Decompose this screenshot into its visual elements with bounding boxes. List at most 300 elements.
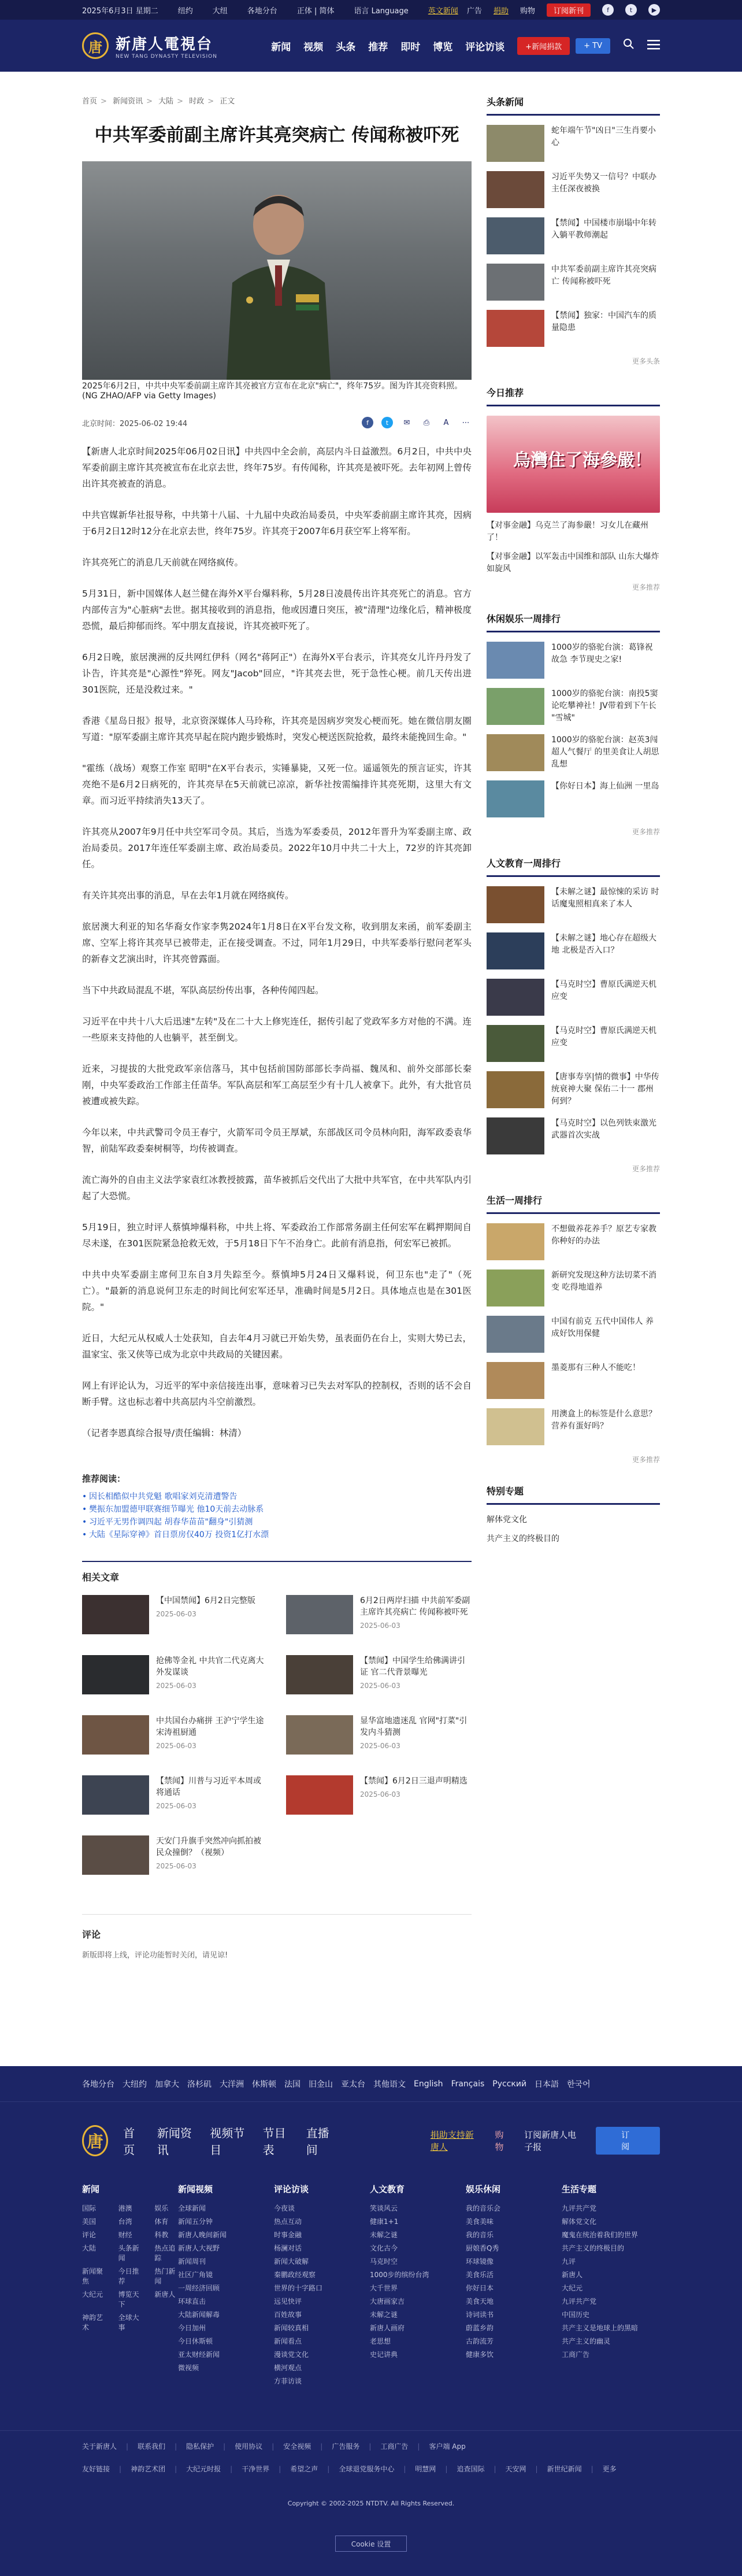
culture-ranking-box [487, 856, 660, 1174]
footer-link[interactable]: 微视频 [178, 2364, 199, 2372]
footer-link[interactable]: 亚太财经新闻 [178, 2351, 220, 2359]
footer-city-link[interactable]: 法国 [284, 2079, 300, 2089]
cookie-settings-button[interactable]: Cookie 设置 [335, 2536, 407, 2552]
footer-city-link[interactable]: 各地分台 [82, 2079, 114, 2089]
footer-link[interactable]: 史记讲典 [370, 2351, 398, 2359]
related-item[interactable] [286, 1595, 472, 1641]
related-title: 抢佛等金礼 中共官二代克离大外发谋谈 [156, 1656, 264, 1677]
footer-column-links [178, 2203, 274, 2373]
article-paragraph: 许其亮从2007年9月任中共空军司令员。其后，当选为军委委员，2012年晋升为军委副主席、政治局委员。2017年连任军委副主席、政治局委员。2022年10月中共二十大上，72岁的许其亮卸任。 [82, 827, 472, 869]
facebook-icon[interactable]: f [602, 4, 614, 16]
tv-button[interactable]: + TV [576, 38, 610, 54]
footer-link[interactable]: 今夜谈 [274, 2204, 295, 2212]
today-item[interactable]: 【对事金融】以军轰击中国维和部队 山东大爆炸如旋风 [487, 552, 659, 573]
article-meta [82, 417, 472, 428]
footer-link[interactable]: 九评 [562, 2257, 576, 2266]
footer-bottom-link[interactable]: 天安网 [505, 2465, 526, 2473]
footer-bottom-link[interactable]: 更多 [602, 2465, 617, 2473]
life-thumbnail [487, 1270, 544, 1306]
footer-nav-home[interactable]: 首页 [123, 2126, 135, 2157]
footer-link[interactable]: 百姓故事 [274, 2311, 302, 2319]
newsletter-label: 订阅新唐人电子报 [524, 2130, 577, 2152]
life-title: 不想做养花养手？原艺专家教你种好的办法 [551, 1224, 656, 1246]
footer-bottom-link[interactable]: 客户端 App [429, 2442, 466, 2451]
footer-link[interactable]: 大陆新闻解毒 [178, 2311, 220, 2319]
footer-bottom-link[interactable]: 使用协议 [235, 2442, 263, 2451]
footer-city-link[interactable]: 其他语文 [373, 2079, 406, 2089]
footer-link[interactable]: 评论 [82, 2231, 97, 2239]
footer-shop-link[interactable]: 购物 [495, 2130, 504, 2152]
nav-item-headlines[interactable]: 头条 [336, 41, 356, 53]
footer-bottom-link[interactable]: 神韵艺术团 [131, 2465, 166, 2473]
life-item[interactable] [487, 1316, 660, 1353]
footer-city-link[interactable]: 亚太台 [341, 2079, 365, 2089]
site-logo[interactable] [82, 32, 217, 60]
related-thumbnail [82, 1715, 149, 1755]
sidebar-heading: 人文教育一周排行 [487, 856, 660, 877]
sidebar-heading: 今日推荐 [487, 386, 660, 406]
link-separator: | [369, 2442, 372, 2451]
footer-link[interactable]: 新唐人 [562, 2271, 583, 2279]
entertainment-title: 【你好日本】海上仙洲 一里岛 [551, 782, 659, 791]
footer-link[interactable]: 横河观点 [274, 2364, 302, 2372]
life-item[interactable] [487, 1408, 660, 1445]
article-paragraph: 网上有评论认为，习近平的军中亲信接连出事，意味着习已失去对军队的控制权，否则的话不会自断手臂。这也标志着中共高层内斗空前激烈。 [82, 1380, 472, 1407]
footer-column [82, 2183, 178, 2386]
footer-link[interactable]: 秦鹏政经观察 [274, 2271, 316, 2279]
footer-link[interactable]: 未解之谜 [370, 2231, 398, 2239]
related-item[interactable] [286, 1655, 472, 1701]
related-date: 2025-06-03 [156, 1682, 196, 1690]
youtube-icon[interactable]: ▶ [648, 4, 660, 16]
culture-title: 【马克时空】曹原氏满逆天机应变 [551, 1026, 656, 1048]
life-item[interactable] [487, 1362, 660, 1399]
footer-link[interactable]: 大唐画家吉 [370, 2297, 405, 2305]
article-column [82, 95, 472, 1960]
footer-city-link[interactable]: Français [451, 2079, 485, 2089]
related-date: 2025-06-03 [360, 1742, 400, 1750]
footer-link[interactable]: 今日加州 [178, 2324, 206, 2332]
footer-link[interactable]: 港澳 [118, 2204, 132, 2212]
culture-item[interactable] [487, 979, 660, 1016]
footer-link[interactable]: 蔚蓝乡韵 [466, 2324, 494, 2332]
culture-thumbnail [487, 1025, 544, 1062]
email-icon[interactable]: ✉ [403, 418, 410, 427]
related-title: 显华富地遗迷乱 官网"打菜"引发内斗猜测 [360, 1716, 468, 1737]
subscribe-link[interactable]: 订阅新刊 [547, 3, 591, 17]
footer-column-heading: 新闻 [82, 2184, 100, 2194]
footer-bottom-link[interactable]: 安全视频 [283, 2442, 311, 2451]
footer-link[interactable]: 体育 [154, 2218, 169, 2226]
footer-link[interactable]: 环球直击 [178, 2297, 206, 2305]
entertainment-title: 1000岁的骆驼台演：葛锋祝故急 李节现史之家! [551, 643, 653, 664]
entertainment-thumbnail [487, 734, 544, 771]
article-body [82, 443, 472, 1441]
footer-link[interactable]: 健康1+1 [370, 2218, 399, 2226]
footer-link[interactable]: 我的音乐 [466, 2231, 494, 2239]
footer-link[interactable]: 新唐人 [154, 2290, 176, 2299]
headline-thumbnail [487, 264, 544, 301]
life-item[interactable] [487, 1223, 660, 1260]
life-thumbnail [487, 1223, 544, 1260]
footer-link[interactable]: 美国 [82, 2218, 97, 2226]
entertainment-thumbnail [487, 780, 544, 817]
culture-item[interactable] [487, 1025, 660, 1062]
footer-link[interactable]: 共产主义的幽灵 [562, 2337, 611, 2345]
article-paragraph: 当下中共政局混乱不堪，军队高层纷传出事，各种传闻四起。 [82, 985, 324, 995]
footer-link[interactable]: 我的音乐会 [466, 2204, 501, 2212]
footer-link[interactable]: 杨澜对话 [274, 2244, 302, 2252]
search-icon[interactable] [623, 38, 635, 53]
nav-item-news[interactable]: 新闻 [271, 41, 291, 53]
nav-item-video[interactable]: 视频 [303, 41, 324, 53]
recommended-link[interactable]: • 大陆《星际穿神》首日票房仅40万 投资1亿打水漂 [82, 1528, 472, 1541]
promo-banner[interactable] [487, 416, 660, 513]
today-item[interactable]: 【对事金融】乌克兰了海参嚴！习女儿在藏州了！ [487, 521, 648, 542]
logo-english-name: NEW TANG DYNASTY TELEVISION [116, 53, 217, 60]
menu-icon[interactable] [647, 39, 660, 53]
news-donate-button[interactable]: +新闻捐款 [517, 37, 570, 55]
related-item[interactable] [82, 1595, 268, 1641]
footer-link[interactable]: 神韵艺术 [82, 2314, 103, 2331]
footer-link[interactable]: 文化古今 [370, 2244, 398, 2252]
related-thumbnail [82, 1655, 149, 1694]
font-size-icon[interactable]: A [443, 418, 449, 427]
footer-link[interactable]: 财经 [118, 2231, 132, 2239]
related-grid [82, 1595, 472, 1882]
footer-link[interactable]: 美食美味 [466, 2218, 494, 2226]
footer-link[interactable]: 古韵流芳 [466, 2337, 494, 2345]
link-separator: | [445, 2464, 448, 2473]
recommended-link[interactable]: • 习近平无男作调四起 胡春华苗苗"翻身"引猜测 [82, 1516, 472, 1528]
related-title: 中共国台办痛拼 王沪宁学生途 宋涛祖厨通 [156, 1716, 264, 1737]
article-paragraph: 香港《星岛日报》报导，北京资深媒体人马玲称，许其亮是因病岁突发心梗而死。她在微信朋友圈写道："原军委副主席许其亮早起在院内跑步锻炼时，突发心梗送医院抢救，最终未能挽回生命。" [82, 716, 472, 742]
nav-item-recommend[interactable]: 推荐 [368, 41, 388, 53]
footer-bottom-link[interactable]: 干净世界 [242, 2465, 270, 2473]
footer-link[interactable]: 一周经济回顾 [178, 2284, 220, 2292]
footer-link[interactable]: 新闻较真相 [274, 2324, 309, 2332]
topbar-city-2[interactable]: 各地分台 [247, 6, 277, 16]
nav-item-breaking[interactable]: 即时 [400, 41, 421, 53]
special-topic-link[interactable]: 共产主义的终极目的 [487, 1534, 559, 1544]
footer-city-link[interactable]: 休斯顿 [252, 2079, 276, 2089]
related-title: 【禁闻】中国学生给佛满讲引证 官二代背景曝光 [360, 1656, 465, 1677]
recommended-link[interactable]: • 樊振东加盟德甲联赛细节曝光 他10天前去动脉系 [82, 1503, 472, 1516]
more-entertainment-link[interactable]: 更多推荐 [632, 828, 660, 836]
article-paragraph: 今年以来，中共武警司令员王春宁，火箭军司令员王厚斌，东部战区司令员林向阳，海军政委袁华智，前陆军政委秦树桐等，均传被调查。 [82, 1127, 472, 1154]
life-ranking-box [487, 1193, 660, 1464]
portrait-illustration [215, 184, 342, 380]
footer-city-link[interactable]: 大洋洲 [220, 2079, 244, 2089]
footer-link[interactable]: 新闻周刊 [178, 2257, 206, 2266]
culture-item[interactable] [487, 886, 660, 923]
article-paragraph: 许其亮死亡的消息几天前就在网络疯传。 [82, 557, 244, 568]
footer-link[interactable]: 热点追踪 [154, 2244, 176, 2262]
article-byline: （记者李恩真综合报导/责任编辑：林清） [82, 1428, 247, 1438]
footer-link[interactable]: 共产主义的终极目的 [562, 2244, 625, 2252]
footer-link[interactable]: 远见快评 [274, 2297, 302, 2305]
footer-link[interactable]: 今日休斯顿 [178, 2337, 213, 2345]
main-nav [271, 39, 504, 53]
related-item[interactable] [286, 1775, 472, 1822]
life-item[interactable] [487, 1270, 660, 1306]
culture-thumbnail [487, 1117, 544, 1154]
related-thumbnail [286, 1655, 353, 1694]
footer-link[interactable]: 新唐人画府 [370, 2324, 405, 2332]
footer-link[interactable]: 头条新闻 [118, 2244, 139, 2262]
breadcrumb-home[interactable]: 首页 [82, 97, 98, 106]
footer-bottom-link[interactable]: 联系我们 [138, 2442, 166, 2451]
more-culture-link[interactable]: 更多推荐 [632, 1165, 660, 1173]
headline-item[interactable] [487, 310, 660, 347]
article-paragraph: 有关许其亮出事的消息，早在去年1月就在网络疯传。 [82, 890, 294, 901]
footer-link[interactable]: 全球新闻 [178, 2204, 206, 2212]
life-title: 墨菱那有三种人不能吃！ [551, 1363, 640, 1372]
culture-title: 【马克时空】曹原氏满逆天机应变 [551, 980, 656, 1001]
footer-link[interactable]: 博览天下 [118, 2290, 139, 2308]
footer-link[interactable]: 九评共产党 [562, 2204, 597, 2212]
footer-link[interactable]: 世界的十字路口 [274, 2284, 323, 2292]
related-item[interactable] [82, 1715, 268, 1761]
footer-nav-video[interactable]: 视频节目 [210, 2126, 245, 2157]
newsletter-subscribe-button[interactable]: 订阅 [596, 2127, 660, 2155]
comments-heading: 评论 [82, 1929, 101, 1940]
footer-link[interactable]: 解体党文化 [562, 2218, 597, 2226]
footer-link[interactable]: 新闻大破解 [274, 2257, 309, 2266]
footer-link[interactable]: 今日推荐 [118, 2267, 139, 2285]
entertainment-thumbnail [487, 642, 544, 679]
footer-link[interactable]: 社区广角镜 [178, 2271, 213, 2279]
footer-link[interactable]: 中国历史 [562, 2311, 590, 2319]
footer-bottom [0, 2430, 742, 2474]
facebook-share-icon[interactable]: f [362, 417, 373, 428]
headline-item[interactable] [487, 125, 660, 162]
link-separator: | [175, 2442, 177, 2451]
footer-column-heading: 评论访谈 [274, 2184, 309, 2194]
footer-link[interactable]: 九评共产党 [562, 2297, 597, 2305]
footer-link[interactable]: 健康多饮 [466, 2351, 494, 2359]
donate-link[interactable]: 捐助 [493, 6, 509, 16]
footer-link[interactable]: 大陆 [82, 2244, 97, 2252]
footer-city-link[interactable]: 加拿大 [155, 2079, 179, 2089]
print-icon[interactable]: ⎙ [423, 418, 430, 427]
footer-logo[interactable]: 唐 [82, 2125, 108, 2156]
headline-item[interactable] [487, 217, 660, 254]
headline-title: 中共军委前副主席许其亮突病亡 传闻称被吓死 [551, 265, 656, 286]
more-life-link[interactable]: 更多推荐 [632, 1456, 660, 1464]
related-date: 2025-06-03 [360, 1622, 400, 1630]
footer-link[interactable]: 魔鬼在统治着我们的世界 [562, 2231, 639, 2239]
headline-item[interactable] [487, 264, 660, 301]
language-switch[interactable]: 正体 | 简体 [296, 6, 335, 16]
entertainment-item[interactable] [487, 734, 660, 771]
footer-bottom-link[interactable]: 希望之声 [290, 2465, 318, 2473]
footer-link[interactable]: 环球镜像 [466, 2257, 494, 2266]
special-topics-box [487, 1484, 660, 1545]
footer-link[interactable]: 热门新闻 [154, 2267, 176, 2285]
nav-item-gallery[interactable]: 博览 [433, 41, 453, 53]
recommended-reading [82, 1472, 472, 1541]
related-date: 2025-06-03 [156, 1802, 196, 1810]
footer-link[interactable]: 大千世界 [370, 2284, 398, 2292]
footer-link[interactable]: 大纪元 [562, 2284, 583, 2292]
nav-item-commentary[interactable]: 评论访谈 [465, 41, 505, 53]
entertainment-item[interactable] [487, 780, 660, 817]
footer-city-link[interactable]: 大纽约 [123, 2079, 147, 2089]
footer-bottom-link[interactable]: 友好链接 [82, 2465, 110, 2473]
footer-bottom-link[interactable]: 广告服务 [332, 2442, 360, 2451]
culture-item[interactable] [487, 932, 660, 969]
footer-link[interactable]: 时事金融 [274, 2231, 302, 2239]
footer-city-link[interactable]: 洛杉矶 [187, 2079, 212, 2089]
footer-link[interactable]: 1000步的缤纷台湾 [370, 2271, 429, 2279]
culture-thumbnail [487, 886, 544, 923]
footer-link[interactable]: 热点互动 [274, 2218, 302, 2226]
footer-bottom-link[interactable]: 隐私保护 [186, 2442, 214, 2451]
image-caption: 2025年6月2日，中共中央军委前副主席许其亮被官方宣布在北京"病亡"，终年75岁。图为许其亮资料照。(NG ZHAO/AFP via Getty Images) [82, 382, 463, 401]
footer-column [274, 2183, 370, 2386]
sidebar-heading: 生活一周排行 [487, 1193, 660, 1214]
article-paragraph: 近来，习提拔的大批党政军亲信落马，其中包括前国防部部长李尚福、魏凤和、前外交部部长秦刚，中央军委政治工作部主任苗华。军队高层和军工高层至少有十几人被拿下。此外，有大批官员被遭或被失踪。 [82, 1064, 472, 1106]
footer-bottom-link[interactable]: 工商广告 [380, 2442, 409, 2451]
article-paragraph: 旅居澳大利亚的知名华裔女作家李隽2024年1月8日在X平台发文称，收到朋友来函，前军委副主席、空军上将许其亮早已被带走，正在接受调查。不过，同年1月29日，中共军委举行慰问老军头的新春文艺演出时，许其亮曾露面。 [82, 921, 472, 964]
footer-link[interactable]: 未解之谜 [370, 2311, 398, 2319]
footer-link[interactable]: 新闻五分钟 [178, 2218, 213, 2226]
footer-link[interactable]: 笑谈风云 [370, 2204, 398, 2212]
footer-link[interactable]: 共产主义是地球上的黑暗 [562, 2324, 639, 2332]
culture-thumbnail [487, 979, 544, 1016]
footer-link[interactable]: 全球大事 [118, 2314, 139, 2331]
footer-link[interactable]: 新唐人大视野 [178, 2244, 220, 2252]
footer-link[interactable]: 大纪元 [82, 2290, 103, 2299]
footer-link[interactable]: 方菲访谈 [274, 2377, 302, 2385]
topbar-city-0[interactable]: 纽约 [177, 6, 193, 16]
breadcrumb-politics[interactable]: 时政 [189, 97, 205, 106]
footer-city-link[interactable]: Русский [492, 2079, 527, 2089]
more-headlines-link[interactable]: 更多头条 [632, 357, 660, 365]
link-separator: | [230, 2464, 233, 2473]
twitter-share-icon[interactable]: t [381, 417, 393, 428]
footer-column-links [82, 2203, 178, 2332]
ad-link[interactable]: 广告 [466, 6, 482, 16]
today-recommend-box [487, 386, 660, 592]
footer-city-link[interactable]: 한국어 [567, 2079, 591, 2089]
headline-item[interactable] [487, 171, 660, 208]
recommended-heading: 推荐阅读： [82, 1474, 126, 1484]
more-share-icon[interactable]: ⋯ [462, 418, 470, 427]
related-item[interactable] [82, 1655, 268, 1701]
footer-link[interactable]: 厨娘香Q秀 [466, 2244, 499, 2252]
footer-nav-schedule[interactable]: 节目表 [262, 2126, 286, 2157]
breadcrumb-current: 正文 [220, 97, 235, 106]
language-link[interactable]: 语言 Language [354, 6, 409, 16]
footer-nav-news[interactable]: 新闻资讯 [157, 2126, 192, 2157]
article-paragraph: 5月19日，独立时评人蔡慎坤爆料称，中共上将、军委政治工作部常务副主任何宏军在羁押期间自尽未遂，在301医院紧急抢救无效，于5月18日下午不治身亡。此前有消息指，何宏军已被抓。 [82, 1222, 472, 1249]
footer-link[interactable]: 国际 [82, 2204, 97, 2212]
related-item[interactable] [82, 1775, 268, 1822]
footer-link[interactable]: 新唐人晚间新闻 [178, 2231, 227, 2239]
breadcrumb-mainland[interactable]: 大陆 [158, 97, 174, 106]
sidebar [487, 95, 660, 1960]
footer-columns [0, 2157, 742, 2386]
footer-bottom-link[interactable]: 关于新唐人 [82, 2442, 117, 2451]
footer-column-heading: 娱乐休闲 [466, 2184, 501, 2194]
footer-city-link[interactable]: 旧金山 [309, 2079, 333, 2089]
link-separator: | [494, 2464, 496, 2473]
headline-title: 【禁闻】中国楼市崩塌中年转入躺平教师潮起 [551, 219, 656, 240]
article-paragraph: "霍练（战场）观察工作室 昭明"在X平台表示，实锤暴毙，又死一位。遥遥领先的预言证实，许其亮绝不是6月2日病死的，许其亮早在5天前就已凉凉，新华社按需编排许其亮死期，这里大有文章。而习近平持续消失13天了。 [82, 763, 472, 806]
headline-thumbnail [487, 125, 544, 162]
footer-bottom-link[interactable]: 大纪元时报 [186, 2465, 221, 2473]
related-item[interactable] [82, 1835, 268, 1882]
article-title: 中共军委前副主席许其亮突病亡 传闻称被吓死 [94, 125, 459, 146]
related-thumbnail [286, 1775, 353, 1815]
shop-link[interactable]: 购物 [520, 6, 535, 16]
footer-link[interactable]: 新闻看点 [274, 2337, 302, 2345]
footer-nav-live[interactable]: 直播间 [306, 2126, 329, 2157]
footer-bottom-link[interactable]: 新世纪新闻 [547, 2465, 582, 2473]
culture-title: 【未解之谜】地心存在超级大地 北极是否入口？ [551, 934, 656, 955]
footer-link[interactable]: 娱乐 [154, 2204, 169, 2212]
footer-link[interactable]: 科教 [154, 2231, 169, 2239]
more-recommend-link[interactable]: 更多推荐 [632, 583, 660, 591]
footer-city-link[interactable]: English [414, 2079, 443, 2089]
twitter-icon[interactable]: t [625, 4, 637, 16]
headline-title: 【禁闻】独家：中国汽车的质量隐患 [551, 311, 656, 332]
entertainment-title: 1000岁的骆驼台演：赵英3闯超人气餐厅 的里美食让人胡思乱想 [551, 735, 659, 769]
share-tools [362, 417, 472, 428]
footer-bottom-link[interactable]: 全球退党服务中心 [339, 2465, 395, 2473]
footer-link[interactable]: 新闻聚焦 [82, 2267, 103, 2285]
culture-item[interactable] [487, 1117, 660, 1154]
related-thumbnail [286, 1595, 353, 1634]
footer-link[interactable]: 台湾 [118, 2218, 132, 2226]
site-footer [0, 2066, 742, 2576]
related-item[interactable] [286, 1715, 472, 1761]
footer-city-link[interactable]: 日本語 [535, 2079, 559, 2089]
footer-link[interactable]: 马克时空 [370, 2257, 398, 2266]
footer-link[interactable]: 老思想 [370, 2337, 391, 2345]
entertainment-item[interactable] [487, 688, 660, 725]
footer-bottom-link[interactable]: 明慧网 [415, 2465, 436, 2473]
footer-column [466, 2183, 562, 2386]
recommended-link[interactable]: • 因长相酷似中共党魁 歌唱家刘克清遭警告 [82, 1490, 472, 1503]
footer-link[interactable]: 工商广告 [562, 2351, 590, 2359]
special-topic-link[interactable]: 解体党文化 [487, 1515, 527, 1524]
article-paragraph: 中共官媒新华社报导称，中共第十八届、十九届中央政治局委员，中央军委前副主席许其亮，因病于6月2日12时12分在北京去世，终年75岁。许其亮于2007年6月获空军上将军衔。 [82, 510, 472, 536]
article-paragraph: 5月31日，新中国媒体人赵兰健在海外X平台爆料称，5月28日凌晨传出许其亮死亡的消息。官方内部传言为"心脏病"去世。据其接收到的消息指，他或因遭日突压，被"清理"边缘化后，精神极度恐慌，最后抑郁而终。军中朋友直接说，许其亮被吓死了。 [82, 589, 472, 631]
footer-link[interactable]: 诗词读书 [466, 2311, 494, 2319]
english-news-link[interactable]: 英文新闻 [428, 6, 458, 16]
link-separator: | [272, 2442, 274, 2451]
culture-item[interactable] [487, 1071, 660, 1108]
footer-link[interactable]: 美食乐活 [466, 2271, 494, 2279]
footer-bottom-link[interactable]: 追查国际 [457, 2465, 485, 2473]
footer-link[interactable]: 漫谈党文化 [274, 2351, 309, 2359]
headline-title: 蛇年端午节"凶日"三生肖要小心 [551, 126, 656, 147]
hero-image [82, 161, 472, 380]
footer-donate-link[interactable]: 捐助支持新唐人 [430, 2130, 474, 2152]
article-paragraph: 近日，大纪元从权威人士处获知，自去年4月习就已开始失势，虽表面仍在台上，实则大势已去，温家宝、张又侠等已成为北京中共政局的关键因素。 [82, 1333, 472, 1360]
footer-link[interactable]: 你好日本 [466, 2284, 494, 2292]
life-title: 中国有前克 五代中国伟人 养成好饮用保健 [551, 1317, 654, 1338]
topbar-city-1[interactable]: 大纽 [212, 6, 228, 16]
footer-link[interactable]: 美食天地 [466, 2297, 494, 2305]
breadcrumb-news[interactable]: 新闻资讯 [113, 97, 143, 106]
entertainment-item[interactable] [487, 642, 660, 679]
related-date: 2025-06-03 [156, 1862, 196, 1870]
link-separator: | [279, 2464, 281, 2473]
